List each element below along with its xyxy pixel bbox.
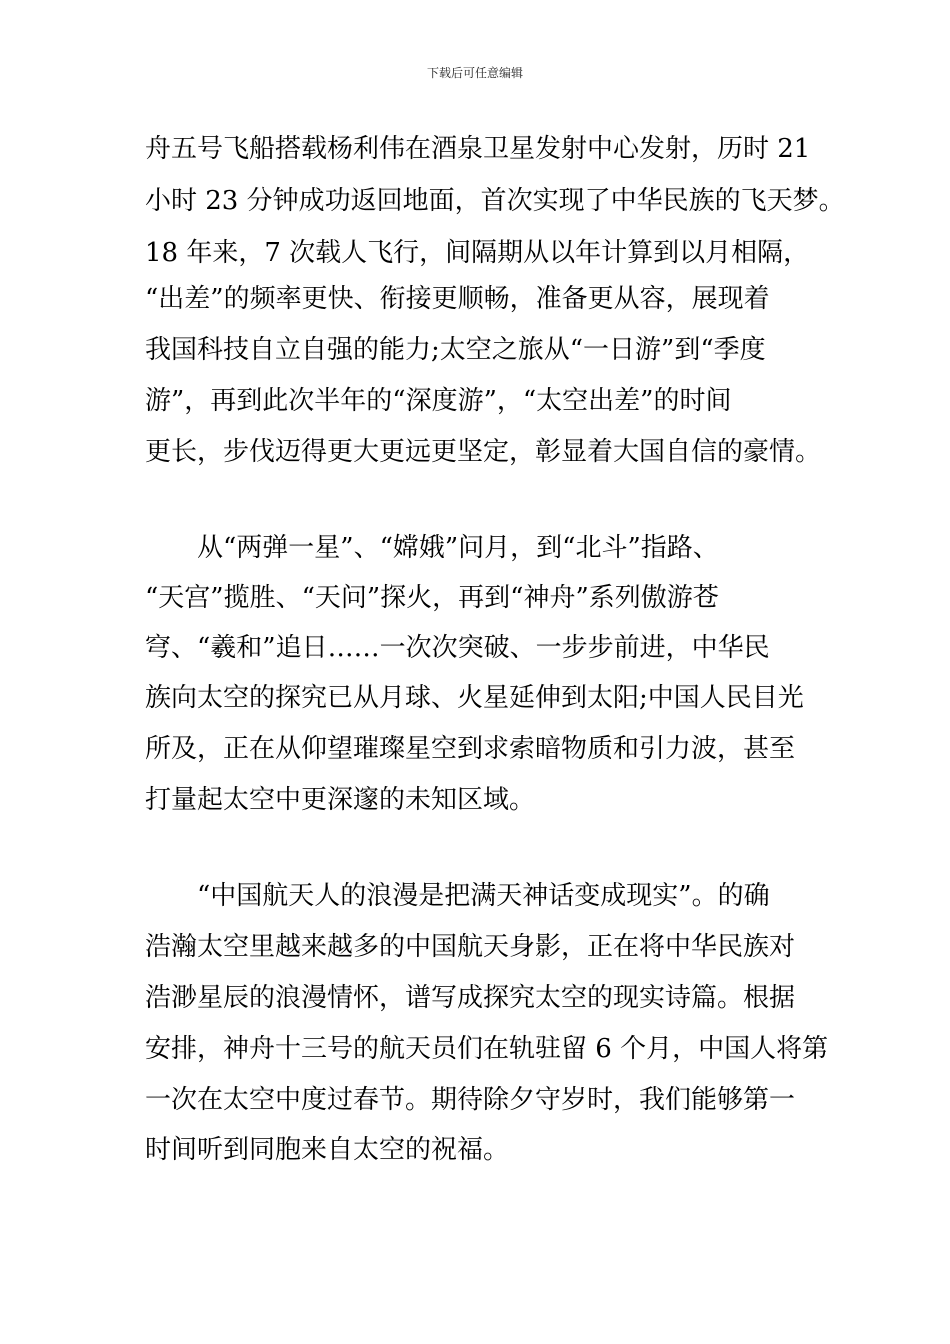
text-line: 打量起太空中更深邃的未知区域。 [145,785,536,815]
text-line: 更长，步伐迈得更大更远更坚定，彰显着大国自信的豪情。 [145,437,822,467]
text-line: 穹、“羲和”追日……一次次突破、一步步前进，中华民 [145,633,770,663]
text-line: 18 年来，7 次载人飞行，间隔期从以年计算到以月相隔， [145,238,810,268]
text-line: “出差”的频率更快、衔接更顺畅，准备更从容，展现着 [145,284,770,314]
text-line: 舟五号飞船搭载杨利伟在酒泉卫星发射中心发射，历时 21 [145,134,811,164]
text-line: 我国科技自立自强的能力;太空之旅从“一日游”到“季度 [145,335,766,365]
text-line: 游”，再到此次半年的“深度游”，“太空出差”的时间 [145,386,732,416]
text-line: 从“两弹一星”、“嫦娥”问月，到“北斗”指路、 [145,533,719,563]
text-line: 一次在太空中度过春节。期待除夕守岁时，我们能够第一 [145,1085,796,1115]
text-line: 所及，正在从仰望璀璨星空到求索暗物质和引力波，甚至 [145,734,796,764]
text-line: 时间听到同胞来自太空的祝福。 [145,1135,510,1165]
text-line: 浩渺星辰的浪漫情怀，谱写成探究太空的现实诗篇。根据 [145,983,796,1013]
text-line: 安排，神舟十三号的航天员们在轨驻留 6 个月，中国人将第 [145,1034,829,1064]
text-line: 浩瀚太空里越来越多的中国航天身影，正在将中华民族对 [145,932,796,962]
text-line: 小时 23 分钟成功返回地面，首次实现了中华民族的飞天梦。 [145,186,845,216]
text-line: “中国航天人的浪漫是把满天神话变成现实”。的确 [145,881,770,911]
text-line: “天宫”揽胜、“天问”探火，再到“神舟”系列傲游苍 [145,583,719,613]
page-header: 下载后可任意编辑 [426,66,523,80]
text-line: 族向太空的探究已从月球、火星延伸到太阳;中国人民目光 [145,683,804,713]
